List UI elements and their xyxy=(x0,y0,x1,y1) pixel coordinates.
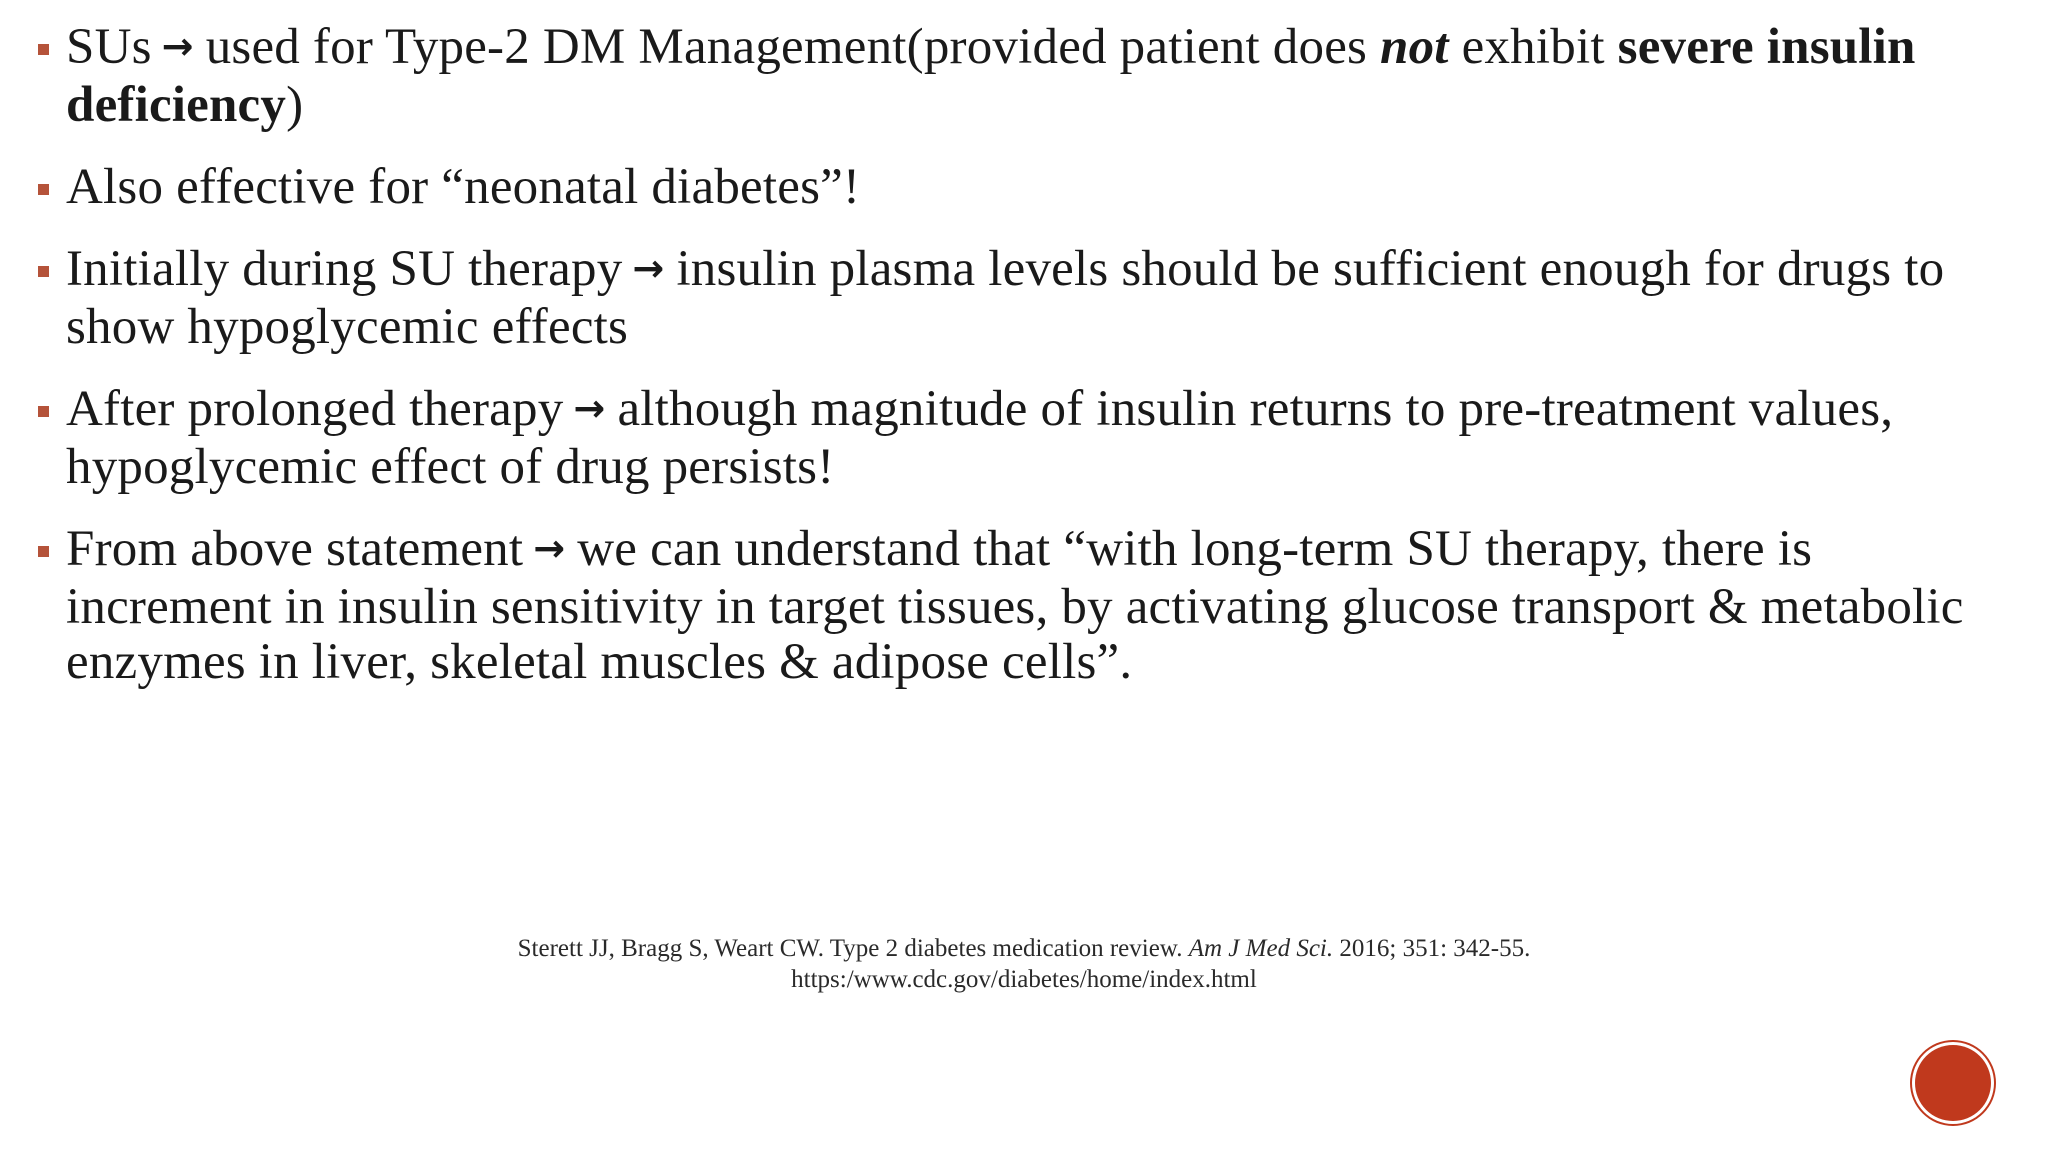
bullet-text-rest: insulin plasma levels should be sufficient enough for drugs to show hypoglycemic effects xyxy=(66,241,1945,355)
bullet-neonatal-diabetes xyxy=(36,160,2016,215)
bullet-list xyxy=(36,20,2016,717)
bullet-text-lead: Initially during SU therapy xyxy=(66,241,623,297)
bullet-marker xyxy=(38,406,49,417)
emphasis-not: not xyxy=(1380,19,1449,75)
bullet-text-management: used for Type-2 DM Management(provided patient does xyxy=(205,19,1381,75)
bullet-su-management xyxy=(36,20,2016,133)
bullet-text-rest: we can understand that “with long-term SU therapy, there is increment in insulin sensitivity in target tissues, by activating glucose transport & metabolic enzymes in liver, skeletal muscles & adipose cells”. xyxy=(66,521,1964,690)
right-arrow-icon: → xyxy=(632,246,665,290)
bullet-text: Also effective for “neonatal diabetes”! xyxy=(66,159,861,215)
right-arrow-icon: → xyxy=(573,386,606,430)
citation-volume: 2016; 351: 342-55. xyxy=(1333,935,1531,962)
right-arrow-icon: → xyxy=(161,24,194,68)
bullet-text-close-paren: ) xyxy=(286,77,304,133)
citation-journal: Am J Med Sci. xyxy=(1188,935,1334,962)
bullet-marker xyxy=(38,184,49,195)
bullet-marker xyxy=(38,546,49,557)
bullet-marker xyxy=(38,44,49,55)
bullet-text-rest: although magnitude of insulin returns to pre-treatment values, hypoglycemic effect of drug persists! xyxy=(66,381,1894,495)
bullet-insulin-sensitivity xyxy=(36,522,2016,690)
bullet-text-exhibit: exhibit xyxy=(1448,19,1618,75)
right-arrow-icon: → xyxy=(533,526,566,570)
bullet-text-lead: After prolonged therapy xyxy=(66,381,564,437)
citation-authors: Sterett JJ, Bragg S, Weart CW. Type 2 diabetes medication review. xyxy=(517,935,1189,962)
citation-reference xyxy=(0,933,2048,964)
bullet-initial-therapy xyxy=(36,242,2016,355)
citation xyxy=(0,933,2048,995)
page-indicator-circle xyxy=(1915,1045,1991,1121)
bullet-text-lead: From above statement xyxy=(66,521,524,577)
emphasis-severe-insulin-deficiency: severe insulin deficiency xyxy=(66,19,1916,133)
bullet-prolonged-therapy xyxy=(36,382,2016,495)
bullet-marker xyxy=(38,266,49,277)
citation-url: https:/www.cdc.gov/diabetes/home/index.html xyxy=(791,966,1257,993)
bullet-text-su: SUs xyxy=(66,19,152,75)
